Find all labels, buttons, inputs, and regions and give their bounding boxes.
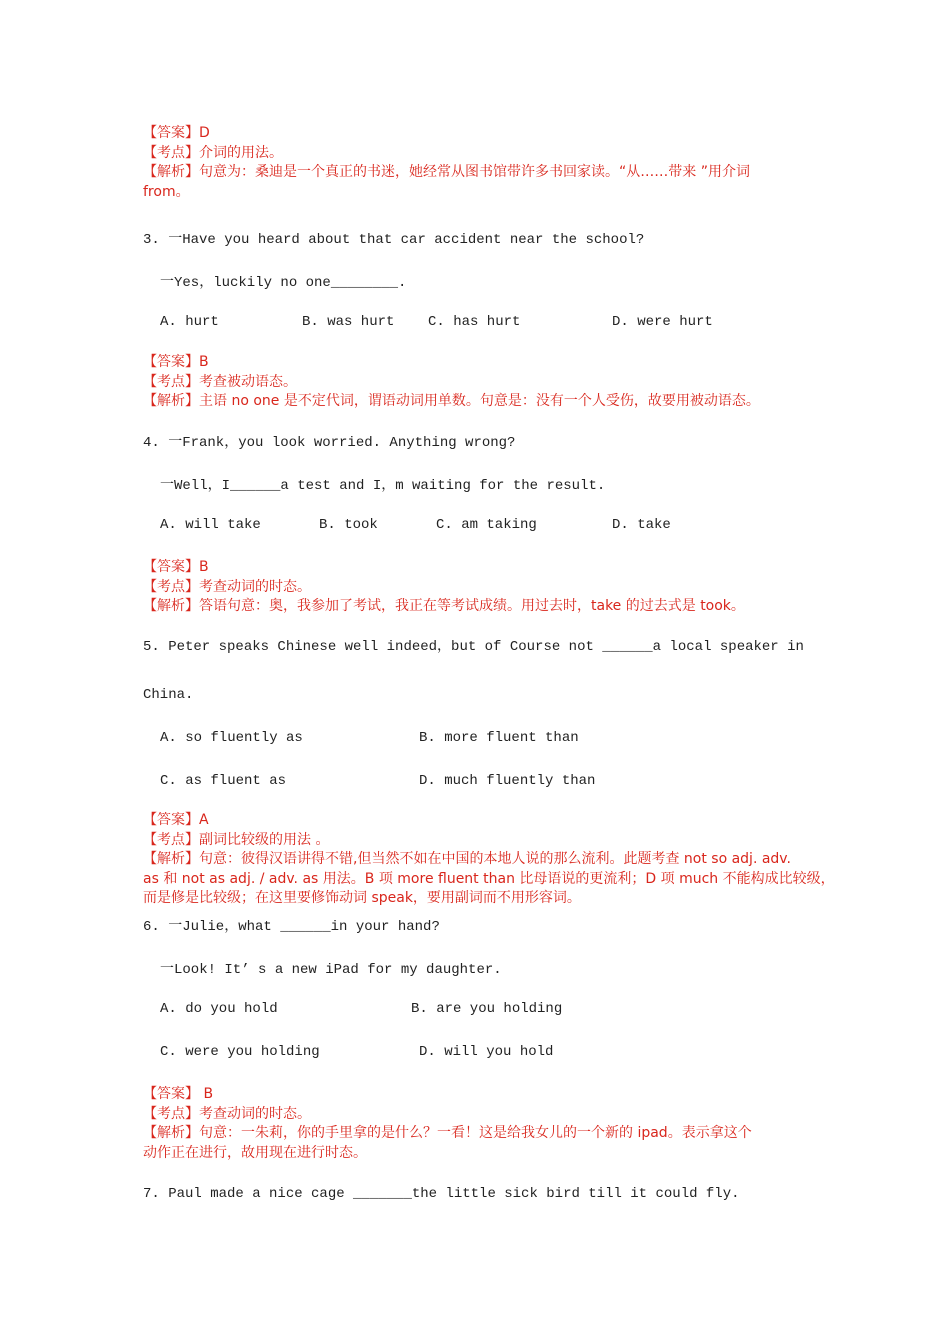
analysis-line: 而是修是比较级；在这里要修饰动词 speak，要用副词而不用形容词。 — [143, 890, 581, 906]
option-b: B. are you holding — [411, 1001, 563, 1017]
answer-line: 【答案】D — [143, 125, 210, 141]
option-c: C. were you holding — [160, 1044, 320, 1060]
answer-block-q2 — [143, 124, 823, 202]
option-d: D. were hurt — [612, 314, 713, 330]
option-c: C. as fluent as — [160, 773, 287, 789]
answer-block-q5 — [143, 811, 835, 909]
answer-block-q3 — [143, 353, 823, 412]
analysis-line: 【解析】句意：一朱莉，你的手里拿的是什么？一看！这是给我女儿的一个新的 ipad。表示拿这个 — [143, 1125, 752, 1141]
point-line: 【考点】考查动词的时态。 — [143, 578, 311, 595]
answer-line: 【答案】B — [143, 559, 209, 575]
analysis-line: 动作正在进行，故用现在进行时态。 — [143, 1144, 367, 1161]
option-b: B. was hurt — [302, 314, 395, 330]
answer-block-q6 — [143, 1085, 823, 1163]
option-a: A. do you hold — [160, 1001, 278, 1017]
option-c: C. has hurt — [428, 314, 521, 330]
question-6-stem: 6. 一Julie，what ______in your hand? — [143, 919, 440, 935]
question-3-reply: 一Yes，luckily no one________. — [160, 275, 407, 291]
option-b: B. took — [319, 517, 378, 533]
question-4-reply: 一Well，I______a test and I，m waiting for the result. — [160, 478, 606, 494]
option-d: D. will you hold — [419, 1044, 554, 1060]
point-line: 【考点】介词的用法。 — [143, 144, 283, 161]
analysis-line: as 和 not as adj. / adv. as 用法。B 项 more fluent than 比母语说的更流利；D 项 much 不能构成比较级， — [143, 870, 835, 887]
analysis-line: from。 — [143, 183, 190, 200]
analysis-line: 【解析】句意为：桑迪是一个真正的书迷，她经常从图书馆带许多书回家读。“从……带来 ”用介词 — [143, 164, 750, 180]
answer-block-q4 — [143, 558, 823, 617]
option-d: D. much fluently than — [419, 773, 596, 789]
analysis-line: 【解析】句意：彼得汉语讲得不错,但当然不如在中国的本地人说的那么流利。此题考查 not so adj. adv. — [143, 851, 791, 867]
option-a: A. will take — [160, 517, 261, 533]
question-6-reply: 一Look! It’ s a new iPad for my daughter. — [160, 962, 502, 978]
point-line: 【考点】副词比较级的用法 。 — [143, 831, 330, 848]
question-5-stem-cont: China. — [143, 687, 194, 703]
point-line: 【考点】考查动词的时态。 — [143, 1105, 311, 1122]
question-4-stem: 4. 一Frank，you look worried. Anything wrong? — [143, 435, 516, 451]
answer-line: 【答案】B — [143, 354, 209, 370]
option-c: C. am taking — [436, 517, 537, 533]
analysis-line: 【解析】主语 no one 是不定代词，谓语动词用单数。句意是：没有一个人受伤，故要用被动语态。 — [143, 393, 760, 409]
question-7-stem: 7. Paul made a nice cage _______the little sick bird till it could fly. — [143, 1186, 740, 1202]
question-3-stem: 3. 一Have you heard about that car accident near the school? — [143, 232, 645, 248]
option-a: A. hurt — [160, 314, 219, 330]
point-line: 【考点】考查被动语态。 — [143, 373, 297, 390]
option-a: A. so fluently as — [160, 730, 303, 746]
option-b: B. more fluent than — [419, 730, 579, 746]
answer-line: 【答案】A — [143, 812, 209, 828]
answer-line: 【答案】 B — [143, 1086, 214, 1102]
question-5-stem: 5. Peter speaks Chinese well indeed，but of Course not ______a local speaker in — [143, 639, 804, 655]
analysis-line: 【解析】答语句意：奥，我参加了考试，我正在等考试成绩。用过去时，take 的过去式是 took。 — [143, 598, 745, 614]
option-d: D. take — [612, 517, 671, 533]
